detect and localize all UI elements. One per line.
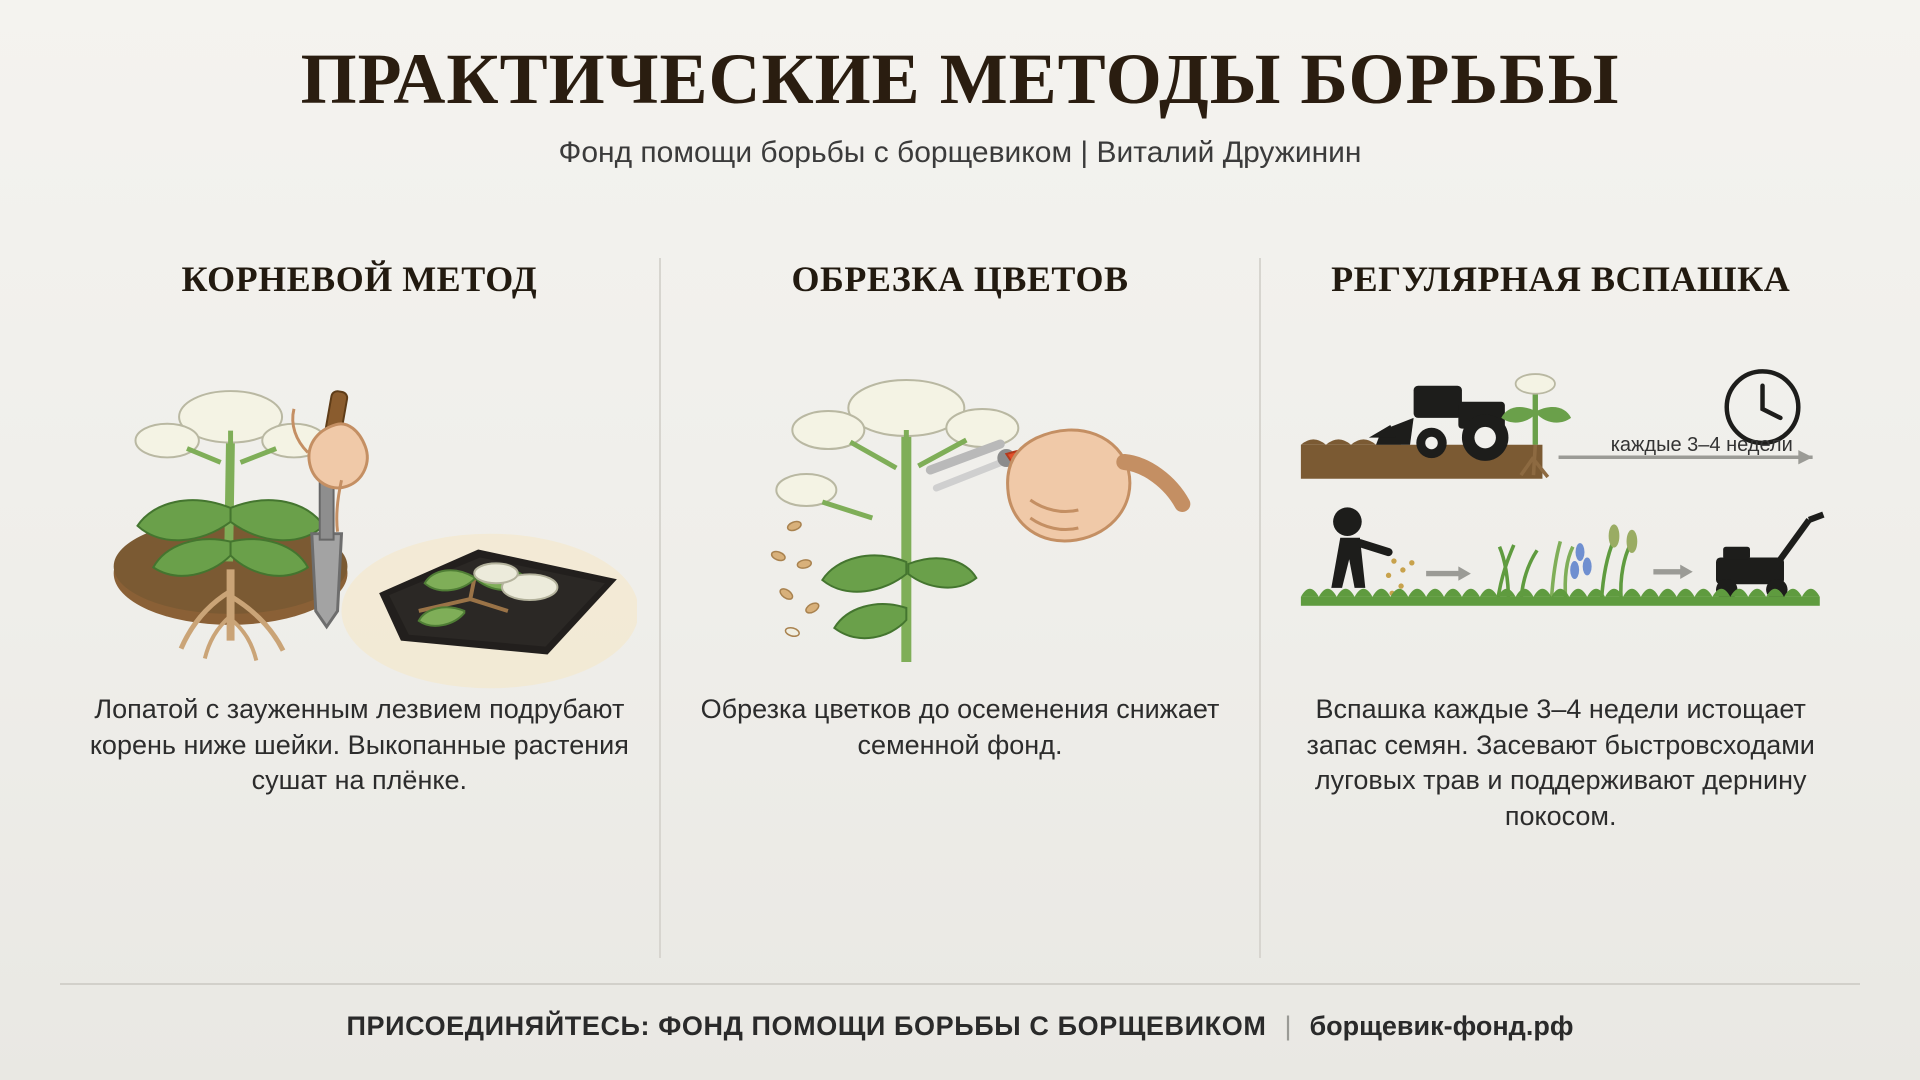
step-arrow-icon: [1426, 566, 1471, 580]
footer-website[interactable]: борщевик-фонд.рф: [1309, 1011, 1574, 1041]
page-title: ПРАКТИЧЕСКИЕ МЕТОДЫ БОРЬБЫ: [300, 39, 1620, 119]
method-caption-root: Лопатой с зауженным лезвием подрубают корень ниже шейки. Выкопанные растения сушат на плёнке.: [89, 694, 629, 796]
method-title-cutting: ОБРЕЗКА ЦВЕТОВ: [791, 259, 1129, 299]
plowing-interval-label: каждые 3–4 недели: [1610, 434, 1793, 456]
clock-icon: [1727, 371, 1799, 443]
method-title-root: КОРНЕВОЙ МЕТОД: [181, 259, 538, 299]
method-column-cutting: [659, 258, 1260, 958]
seeds-icon: [770, 520, 820, 638]
footer-call-to-action: ПРИСОЕДИНЯЙТЕСЬ: ФОНД ПОМОЩИ БОРЬБЫ С БОРЩЕВИКОМ: [346, 1011, 1267, 1041]
illustration-plowing: [1283, 312, 1838, 692]
plastic-sheet-icon: [342, 534, 637, 689]
lawn-mower-icon: [1716, 515, 1823, 601]
method-column-plowing: [1259, 258, 1860, 958]
illustration-root-method: [82, 312, 637, 692]
plowing-svg: [1283, 312, 1838, 692]
hand-icon: [1007, 430, 1182, 541]
method-caption-plowing: Вспашка каждые 3–4 недели истощает запас семян. Засевают быстровсходами луговых трав и поддерживают дернину покосом.: [1306, 694, 1815, 831]
poster-footer: [60, 983, 1860, 1042]
poster-header: [0, 0, 1920, 170]
method-caption-cutting: Обрезка цветков до осеменения снижает семенной фонд.: [700, 694, 1220, 760]
footer-separator: |: [1284, 1011, 1292, 1041]
page-subtitle: Фонд помощи борьбы с борщевиком | Виталий Дружинин: [558, 135, 1362, 169]
root-method-svg: [82, 312, 637, 692]
illustration-flower-cutting: [683, 312, 1238, 692]
person-sowing-icon: [1332, 507, 1389, 588]
flower-cutting-svg: [683, 312, 1238, 692]
meadow-icon: [1498, 524, 1638, 600]
method-column-root: [60, 258, 659, 958]
step-arrow-2-icon: [1654, 565, 1693, 579]
method-columns: [60, 258, 1860, 958]
method-title-plowing: РЕГУЛЯРНАЯ ВСПАШКА: [1331, 259, 1791, 299]
